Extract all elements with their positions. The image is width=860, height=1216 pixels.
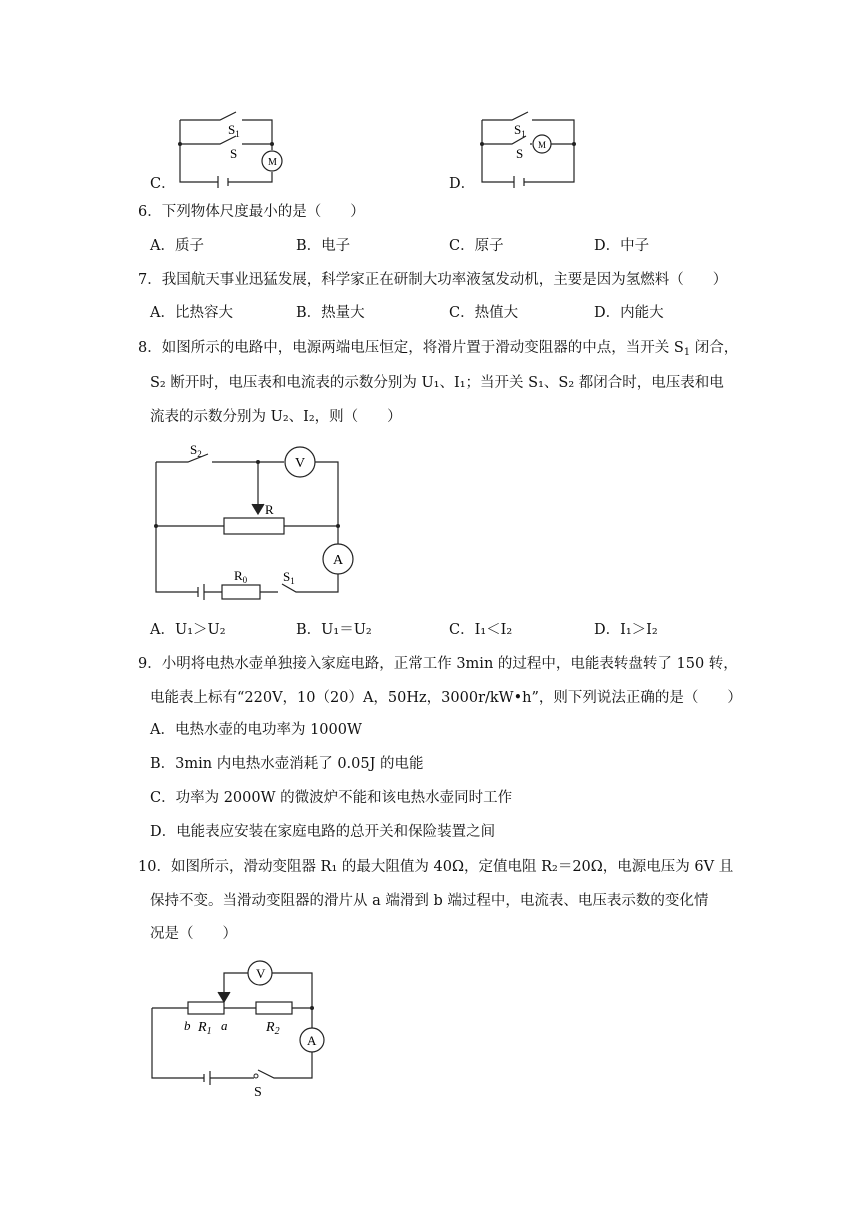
q9-option-c: C．功率为 2000W 的微波炉不能和该电热水壶同时工作 bbox=[150, 790, 513, 806]
q10-circuit-figure bbox=[146, 958, 336, 1098]
q10-end-a-label: a bbox=[221, 1018, 228, 1033]
circuit-c-motor-label: M bbox=[268, 157, 277, 168]
q10-r1-label: $R_1$ bbox=[198, 1020, 212, 1037]
q8-resistor-r0-label: $R_0$ bbox=[234, 568, 248, 585]
q7-option-c: C．热值大 bbox=[449, 305, 519, 321]
q8-stem-line-3: 流表的示数分别为 U₂、I₂，则（ ） bbox=[150, 409, 402, 425]
q8-switch-s2-label: $S_2$ bbox=[190, 442, 202, 459]
circuit-d-switch-s1-label: $S_1$ bbox=[514, 122, 526, 139]
q10-stem-line-3: 况是（ ） bbox=[150, 926, 237, 942]
q10-switch-s-label: S bbox=[254, 1085, 262, 1098]
q9-stem-line-2: 电能表上标有“220V，10（20）A，50Hz，3000r/kW•h”，则下列说法正确的是（ ） bbox=[150, 690, 742, 706]
q8-option-c: C．I₁＜I₂ bbox=[449, 622, 513, 638]
q7-option-d: D．内能大 bbox=[594, 305, 664, 321]
q7-stem: 7．我国航天事业迅猛发展，科学家正在研制大功率液氢发动机，主要是因为氢燃料（ ） bbox=[138, 272, 728, 288]
q5-circuit-c bbox=[170, 106, 300, 188]
q8-stem-line-1: 8．如图所示的电路中，电源两端电压恒定，将滑片置于滑动变阻器的中点，当开关 $S_1$ 闭合， bbox=[138, 340, 739, 358]
q6-option-a: A．质子 bbox=[150, 238, 204, 254]
q8-option-a: A．U₁＞U₂ bbox=[150, 622, 226, 638]
circuit-c-switch-s-label: S bbox=[230, 146, 238, 161]
q10-end-b-label: b bbox=[184, 1018, 191, 1033]
q8-ammeter-label: A bbox=[333, 553, 344, 568]
q9-option-b: B．3min 内电热水壶消耗了 0.05J 的电能 bbox=[150, 756, 424, 772]
q5-option-c-label: C． bbox=[150, 176, 176, 192]
circuit-d-motor-label: M bbox=[538, 140, 547, 150]
q10-r2-label: $R_2$ bbox=[266, 1020, 280, 1037]
q8-option-b: B．U₁＝U₂ bbox=[296, 622, 372, 638]
q8-stem-line-2: S₂ 断开时，电压表和电流表的示数分别为 U₁、I₁；当开关 S₁、S₂ 都闭合时，电压表和电 bbox=[150, 375, 724, 391]
circuit-c-switch-s1-label: $S_1$ bbox=[228, 122, 240, 139]
q10-voltmeter-label: V bbox=[256, 966, 266, 981]
q10-stem-line-1: 10．如图所示，滑动变阻器 R₁ 的最大阻值为 40Ω，定值电阻 R₂＝20Ω，电源电压为 6V 且 bbox=[138, 859, 734, 875]
q6-stem: 6．下列物体尺度最小的是（ ） bbox=[138, 204, 365, 220]
q5-option-d-label: D． bbox=[449, 176, 476, 192]
q9-option-d: D．电能表应安装在家庭电路的总开关和保险装置之间 bbox=[150, 824, 496, 840]
q8-resistor-r-label: R bbox=[265, 502, 274, 517]
q6-option-d: D．中子 bbox=[594, 238, 650, 254]
q10-stem-line-2: 保持不变。当滑动变阻器的滑片从 a 端滑到 b 端过程中，电流表、电压表示数的变化情 bbox=[150, 893, 709, 909]
q8-option-d: D．I₁＞I₂ bbox=[594, 622, 658, 638]
q9-option-a: A．电热水壶的电功率为 1000W bbox=[150, 722, 362, 738]
q8-switch-s1-label: $S_1$ bbox=[283, 569, 295, 586]
q9-stem-line-1: 9．小明将电热水壶单独接入家庭电路，正常工作 3min 的过程中，电能表转盘转了 150 转， bbox=[138, 656, 738, 672]
q7-option-b: B．热量大 bbox=[296, 305, 365, 321]
q8-circuit-figure bbox=[148, 440, 358, 602]
q5-circuit-d bbox=[472, 106, 582, 188]
q7-option-a: A．比热容大 bbox=[150, 305, 233, 321]
q8-voltmeter-label: V bbox=[295, 456, 306, 471]
q10-ammeter-label: A bbox=[307, 1033, 317, 1048]
q6-option-c: C．原子 bbox=[449, 238, 504, 254]
circuit-d-switch-s-label: S bbox=[516, 146, 524, 161]
q6-option-b: B．电子 bbox=[296, 238, 351, 254]
